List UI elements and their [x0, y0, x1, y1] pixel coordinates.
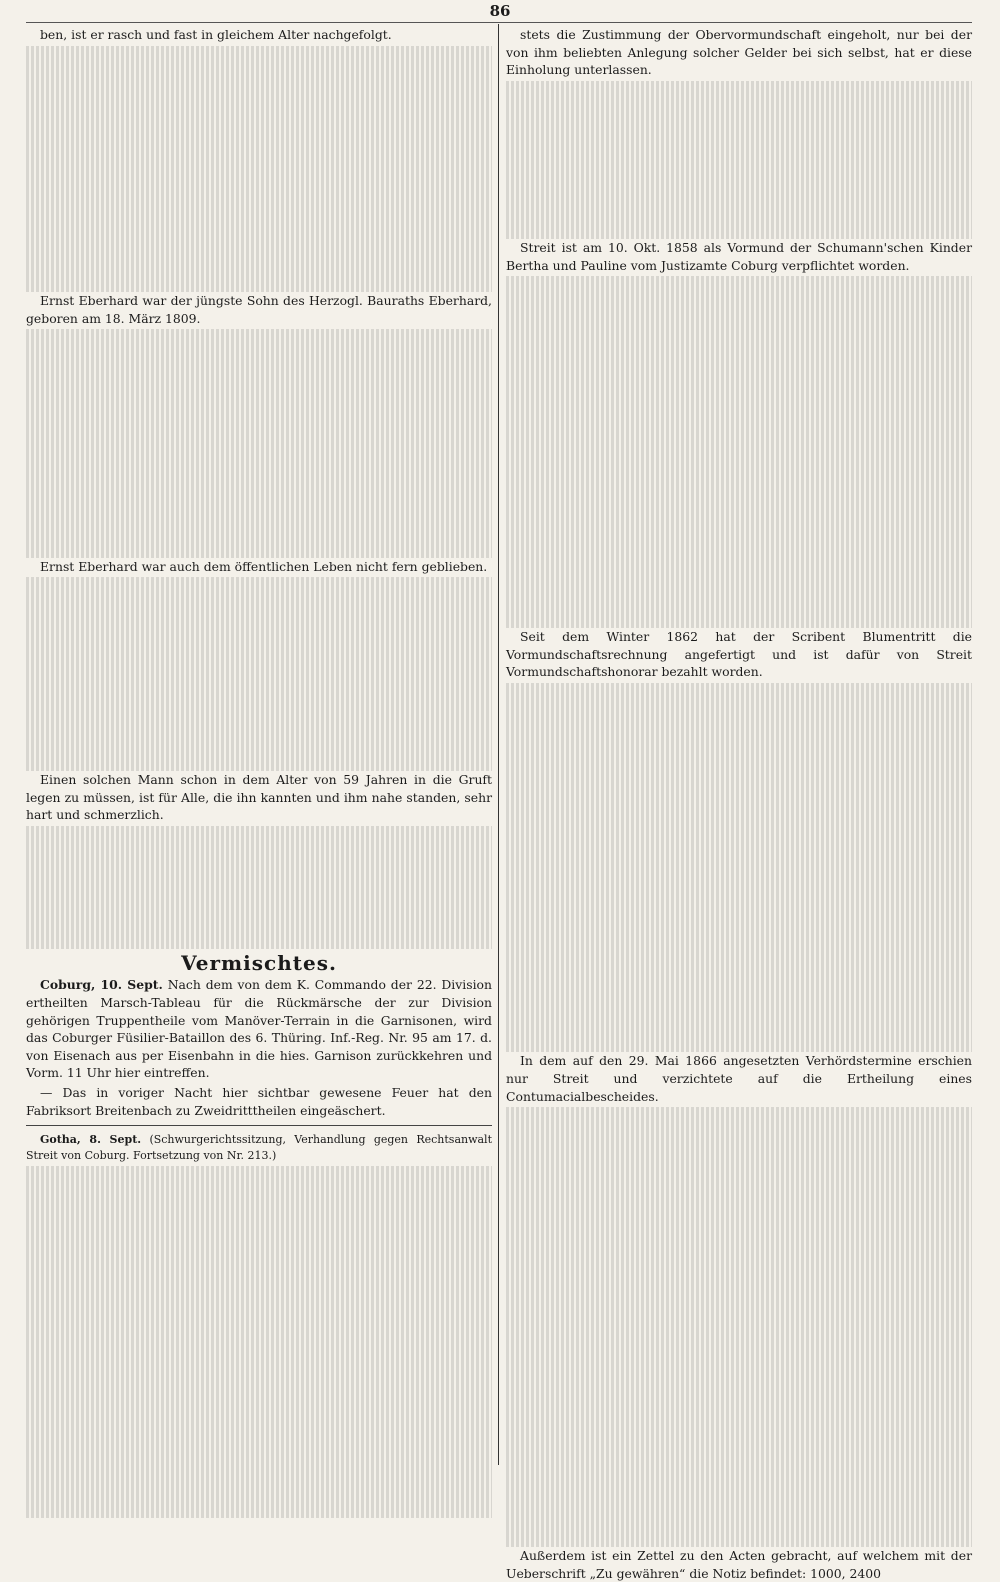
unreadable-line	[506, 98, 972, 116]
unreadable-line	[506, 312, 972, 330]
dateline-coburg: Coburg, 10. Sept.	[40, 977, 163, 993]
unreadable-line	[26, 204, 492, 222]
section-heading: Vermischtes.	[181, 950, 337, 975]
section-rule	[26, 1125, 492, 1126]
unreadable-line	[506, 575, 972, 593]
unreadable-line	[506, 294, 972, 312]
unreadable-line	[26, 540, 492, 558]
column-divider	[498, 24, 499, 1465]
unreadable-line	[26, 613, 492, 631]
unreadable-line	[26, 1359, 492, 1377]
unreadable-line	[26, 736, 492, 754]
unreadable-line	[26, 1430, 492, 1448]
unreadable-line	[506, 487, 972, 505]
unreadable-line	[26, 505, 492, 523]
unreadable-line	[26, 861, 492, 879]
unreadable-line	[506, 964, 972, 982]
unreadable-line	[506, 1494, 972, 1512]
unreadable-line	[506, 859, 972, 877]
unreadable-line	[26, 151, 492, 169]
unreadable-line	[26, 81, 492, 99]
unreadable-line	[26, 1166, 492, 1184]
unreadable-line	[26, 435, 492, 453]
unreadable-line	[26, 1483, 492, 1501]
unreadable-line	[506, 204, 972, 222]
unreadable-line	[506, 701, 972, 719]
unreadable-line	[26, 1447, 492, 1465]
unreadable-line	[506, 982, 972, 1000]
unreadable-line	[26, 630, 492, 648]
unreadable-line	[506, 134, 972, 152]
unreadable-line	[506, 382, 972, 400]
unreadable-line	[26, 382, 492, 400]
unreadable-line	[26, 222, 492, 240]
unreadable-line	[26, 399, 492, 417]
unreadable-line	[26, 1236, 492, 1254]
unreadable-line	[506, 753, 972, 771]
unreadable-line	[506, 771, 972, 789]
unreadable-line	[506, 929, 972, 947]
unreadable-line	[506, 1442, 972, 1460]
unreadable-line	[26, 1412, 492, 1430]
unreadable-line	[26, 1271, 492, 1289]
obituary-paragraph-2: Ernst Eberhard war der jüngste Sohn des Herzogl. Bauraths Eberhard, geboren am 18. März 1809.	[26, 292, 492, 326]
unreadable-line	[506, 1125, 972, 1143]
unreadable-line	[506, 841, 972, 859]
unreadable-line	[506, 1000, 972, 1018]
unreadable-line	[26, 116, 492, 134]
unreadable-line	[506, 593, 972, 611]
unreadable-line	[26, 1289, 492, 1307]
court-report-paragraph-2: Streit ist am 10. Okt. 1858 als Vormund der Schumann'schen Kinder Bertha und Pauline vom Justizamte Coburg verpflichtet worden.	[506, 240, 972, 273]
unreadable-line	[26, 577, 492, 595]
unreadable-line	[26, 274, 492, 292]
unreadable-line	[26, 1183, 492, 1201]
unreadable-line	[506, 435, 972, 453]
right-column	[506, 26, 972, 1581]
court-report-paragraph-4: In dem auf den 29. Mai 1866 angesetzten Verhördstermine erschien nur Streit und verzichtete auf die Ertheilung eines Contumacialbescheides.	[506, 1053, 972, 1104]
unreadable-line	[26, 364, 492, 382]
unreadable-line	[26, 470, 492, 488]
page-number: 86	[489, 2, 511, 20]
unreadable-line	[506, 523, 972, 541]
news-item-gotha: (Schwurgerichtssitzung, Verhandlung gegen Rechtsanwalt Streit von Coburg. Fortsetzung von Nr. 213.)	[26, 1133, 492, 1163]
unreadable-line	[506, 1512, 972, 1530]
news-item-coburg: Nach dem von dem K. Commando der 22. Division ertheilten Marsch-Tableau für die Rückmärsche der zur Division gehörigen Truppentheile vom Manöver-Terrain in die Garnisonen, wird das Coburger Füsilier-Bataillon des 6. Thüring. Inf.-Reg. Nr. 95 am 17. d. von Eisenach aus per Eisenbahn in die hies. Garnison zurückkehren und Vorm. 11 Uhr hier eintreffen.	[26, 977, 492, 1081]
unreadable-line	[506, 736, 972, 754]
unreadable-line	[506, 1195, 972, 1213]
unreadable-line	[506, 1424, 972, 1442]
unreadable-line	[506, 1389, 972, 1407]
unreadable-line	[26, 134, 492, 152]
unreadable-line	[26, 826, 492, 844]
unreadable-line	[506, 151, 972, 169]
unreadable-line	[506, 1142, 972, 1160]
unreadable-line	[26, 1342, 492, 1360]
unreadable-line	[506, 1283, 972, 1301]
unreadable-line	[26, 347, 492, 365]
court-report-paragraph-3: Seit dem Winter 1862 hat der Scribent Blumentritt die Vormundschaftsrechnung angefertigt und ist dafür von Streit Vormundschaftshonorar bezahlt worden.	[506, 629, 972, 680]
unreadable-line	[26, 879, 492, 897]
unreadable-line	[506, 417, 972, 435]
unreadable-line	[26, 487, 492, 505]
unreadable-line	[26, 1254, 492, 1272]
unreadable-line	[26, 1377, 492, 1395]
unreadable-line	[506, 347, 972, 365]
unreadable-line	[26, 683, 492, 701]
unreadable-line	[506, 611, 972, 629]
unreadable-line	[506, 1178, 972, 1196]
unreadable-line	[26, 843, 492, 861]
dateline-gotha: Gotha, 8. Sept.	[40, 1133, 142, 1147]
header-rule	[26, 22, 972, 23]
unreadable-line	[506, 540, 972, 558]
unreadable-line	[26, 665, 492, 683]
court-report-paragraph-1: stets die Zustimmung der Obervormundschaft eingeholt, nur bei der von ihm beliebten Anlegung solcher Gelder bei sich selbst, hat er diese Einholung unterlassen.	[506, 27, 972, 78]
unreadable-line	[506, 1266, 972, 1284]
unreadable-line	[26, 1395, 492, 1413]
unreadable-line	[506, 1354, 972, 1372]
unreadable-line	[506, 276, 972, 294]
unreadable-line	[506, 1301, 972, 1319]
unreadable-line	[26, 1201, 492, 1219]
unreadable-line	[506, 683, 972, 701]
unreadable-line	[506, 718, 972, 736]
obituary-paragraph-1: ben, ist er rasch und fast in gleichem Alter nachgefolgt.	[40, 27, 392, 42]
unreadable-line	[506, 116, 972, 134]
unreadable-line	[26, 896, 492, 914]
unreadable-line	[506, 186, 972, 204]
unreadable-line	[506, 1035, 972, 1053]
unreadable-line	[26, 701, 492, 719]
unreadable-line	[506, 1213, 972, 1231]
unreadable-line	[506, 452, 972, 470]
unreadable-line	[506, 1406, 972, 1424]
unreadable-line	[506, 877, 972, 895]
unreadable-line	[506, 1248, 972, 1266]
unreadable-line	[506, 222, 972, 240]
unreadable-line	[26, 98, 492, 116]
unreadable-line	[506, 912, 972, 930]
unreadable-line	[506, 558, 972, 576]
unreadable-line	[26, 186, 492, 204]
unreadable-line	[506, 1336, 972, 1354]
unreadable-line	[506, 1477, 972, 1495]
unreadable-line	[26, 1219, 492, 1237]
unreadable-line	[26, 239, 492, 257]
unreadable-line	[506, 806, 972, 824]
unreadable-line	[26, 914, 492, 932]
unreadable-line	[506, 824, 972, 842]
unreadable-line	[26, 46, 492, 64]
unreadable-line	[26, 718, 492, 736]
unreadable-line	[506, 1230, 972, 1248]
unreadable-line	[506, 1459, 972, 1477]
unreadable-line	[26, 648, 492, 666]
unreadable-line	[26, 753, 492, 771]
unreadable-line	[506, 505, 972, 523]
unreadable-line	[506, 399, 972, 417]
unreadable-line	[26, 1324, 492, 1342]
unreadable-line	[506, 81, 972, 99]
unreadable-line	[26, 1307, 492, 1325]
unreadable-line	[506, 947, 972, 965]
unreadable-line	[506, 1017, 972, 1035]
court-report-paragraph-5: Außerdem ist ein Zettel zu den Acten gebracht, auf welchem mit der Ueberschrift „Zu gewähren“ die Notiz befindet: 1000, 2400	[506, 1548, 972, 1581]
news-item-fire: — Das in voriger Nacht hier sichtbar gewesene Feuer hat den Fabriksort Breitenbach zu Zweidritttheilen eingeäschert.	[26, 1085, 492, 1118]
unreadable-line	[506, 1371, 972, 1389]
unreadable-line	[506, 169, 972, 187]
unreadable-line	[506, 789, 972, 807]
unreadable-line	[26, 931, 492, 949]
unreadable-line	[26, 1500, 492, 1518]
unreadable-line	[26, 452, 492, 470]
unreadable-line	[26, 329, 492, 347]
unreadable-line	[506, 1529, 972, 1547]
unreadable-line	[506, 1107, 972, 1125]
unreadable-line	[506, 1160, 972, 1178]
unreadable-line	[506, 364, 972, 382]
unreadable-line	[26, 1465, 492, 1483]
unreadable-line	[506, 1318, 972, 1336]
unreadable-line	[26, 417, 492, 435]
unreadable-line	[26, 257, 492, 275]
unreadable-line	[26, 169, 492, 187]
unreadable-line	[26, 63, 492, 81]
unreadable-line	[506, 894, 972, 912]
unreadable-line	[506, 329, 972, 347]
obituary-paragraph-3: Ernst Eberhard war auch dem öffentlichen Leben nicht fern geblieben.	[40, 558, 488, 574]
unreadable-line	[506, 470, 972, 488]
obituary-paragraph-4: Einen solchen Mann schon in dem Alter von 59 Jahren in die Gruft legen zu müssen, ist für Alle, die ihn kannten und ihm nahe standen, sehr hart und schmerzlich.	[26, 771, 492, 823]
left-column	[26, 26, 492, 1465]
unreadable-line	[26, 523, 492, 541]
unreadable-line	[26, 595, 492, 613]
